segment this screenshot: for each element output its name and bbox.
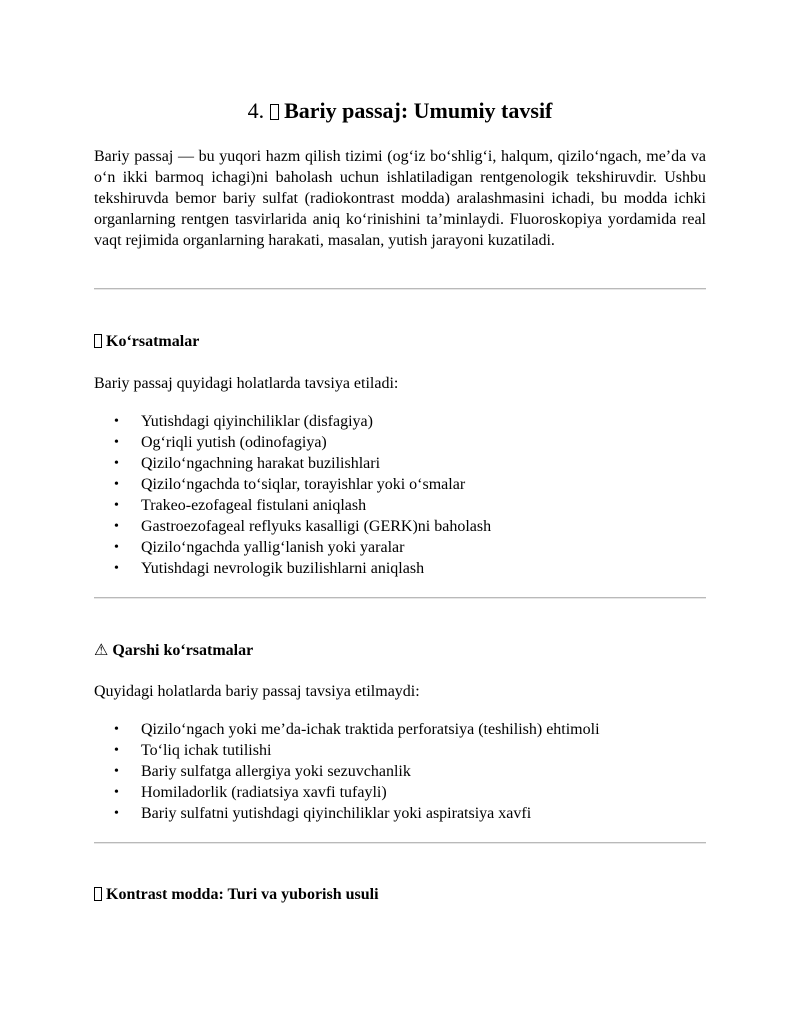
list-item: • To‘liq ichak tutilishi [114, 740, 704, 761]
list-item: • Bariy sulfatga allergiya yoki sezuvchanlik [114, 761, 704, 782]
missing-glyph-icon [94, 887, 102, 901]
page-title [94, 95, 706, 127]
section-divider [94, 842, 706, 844]
warning-icon: ⚠ [94, 640, 109, 659]
contraindications-heading [94, 640, 253, 661]
section-divider [94, 597, 706, 599]
indications-heading-text: Ko‘rsatmalar [106, 333, 200, 350]
indications-list [114, 411, 704, 579]
contrast-heading-text: Kontrast modda: Turi va yuborish usuli [106, 886, 379, 903]
contraindications-list [114, 719, 704, 824]
list-item: • Trakeo-ezofageal fistulani aniqlash [114, 495, 704, 516]
list-item: • Bariy sulfatni yutishdagi qiyinchiliklar yoki aspiratsiya xavfi [114, 803, 704, 824]
list-item: • Homiladorlik (radiatsiya xavfi tufayli) [114, 782, 704, 803]
contraindications-lead: Quyidagi holatlarda bariy passaj tavsiya etilmaydi: [94, 683, 420, 700]
list-item: • Og‘riqli yutish (odinofagiya) [114, 432, 704, 453]
list-item: • Yutishdagi nevrologik buzilishlarni aniqlash [114, 558, 704, 579]
list-item: • Yutishdagi qiyinchiliklar (disfagiya) [114, 411, 704, 432]
list-item: • Gastroezofageal reflyuks kasalligi (GERK)ni baholash [114, 516, 704, 537]
title-text: Bariy passaj: Umumiy tavsif [284, 98, 553, 123]
list-item: • Qizilo‘ngach yoki me’da-ichak traktida perforatsiya (teshilish) ehtimoli [114, 719, 704, 740]
intro-paragraph: Bariy passaj — bu yuqori hazm qilish tizimi (og‘iz bo‘shlig‘i, halqum, qizilo‘ngach, me’da va o‘n ikki barmoq ichagi)ni baholash uchun ishlatiladigan rentgenologik tekshiruvdir. Ushbu tekshiruvda bemor bariy sulfat (radiokontrast modda) aralashmasini ichadi, bu modda ichki organlarning rentgen tasvirlarida aniq ko‘rinishini ta’minlaydi. Fluoroskopiya yordamida real vaqt rejimida organlarning harakati, masalan, yutish jarayoni kuzatiladi. [94, 148, 706, 249]
list-item: • Qizilo‘ngachda yallig‘lanish yoki yaralar [114, 537, 704, 558]
missing-glyph-icon [270, 104, 279, 120]
contrast-heading [94, 885, 379, 905]
list-item: • Qizilo‘ngachning harakat buzilishlari [114, 453, 704, 474]
section-divider [94, 288, 706, 290]
missing-glyph-icon [94, 334, 102, 348]
list-item: • Qizilo‘ngachda to‘siqlar, torayishlar yoki o‘smalar [114, 474, 704, 495]
indications-lead: Bariy passaj quyidagi holatlarda tavsiya etiladi: [94, 375, 399, 392]
title-number: 4. [247, 98, 265, 123]
contraindications-heading-text: Qarshi ko‘rsatmalar [112, 642, 254, 659]
indications-heading [94, 332, 199, 352]
